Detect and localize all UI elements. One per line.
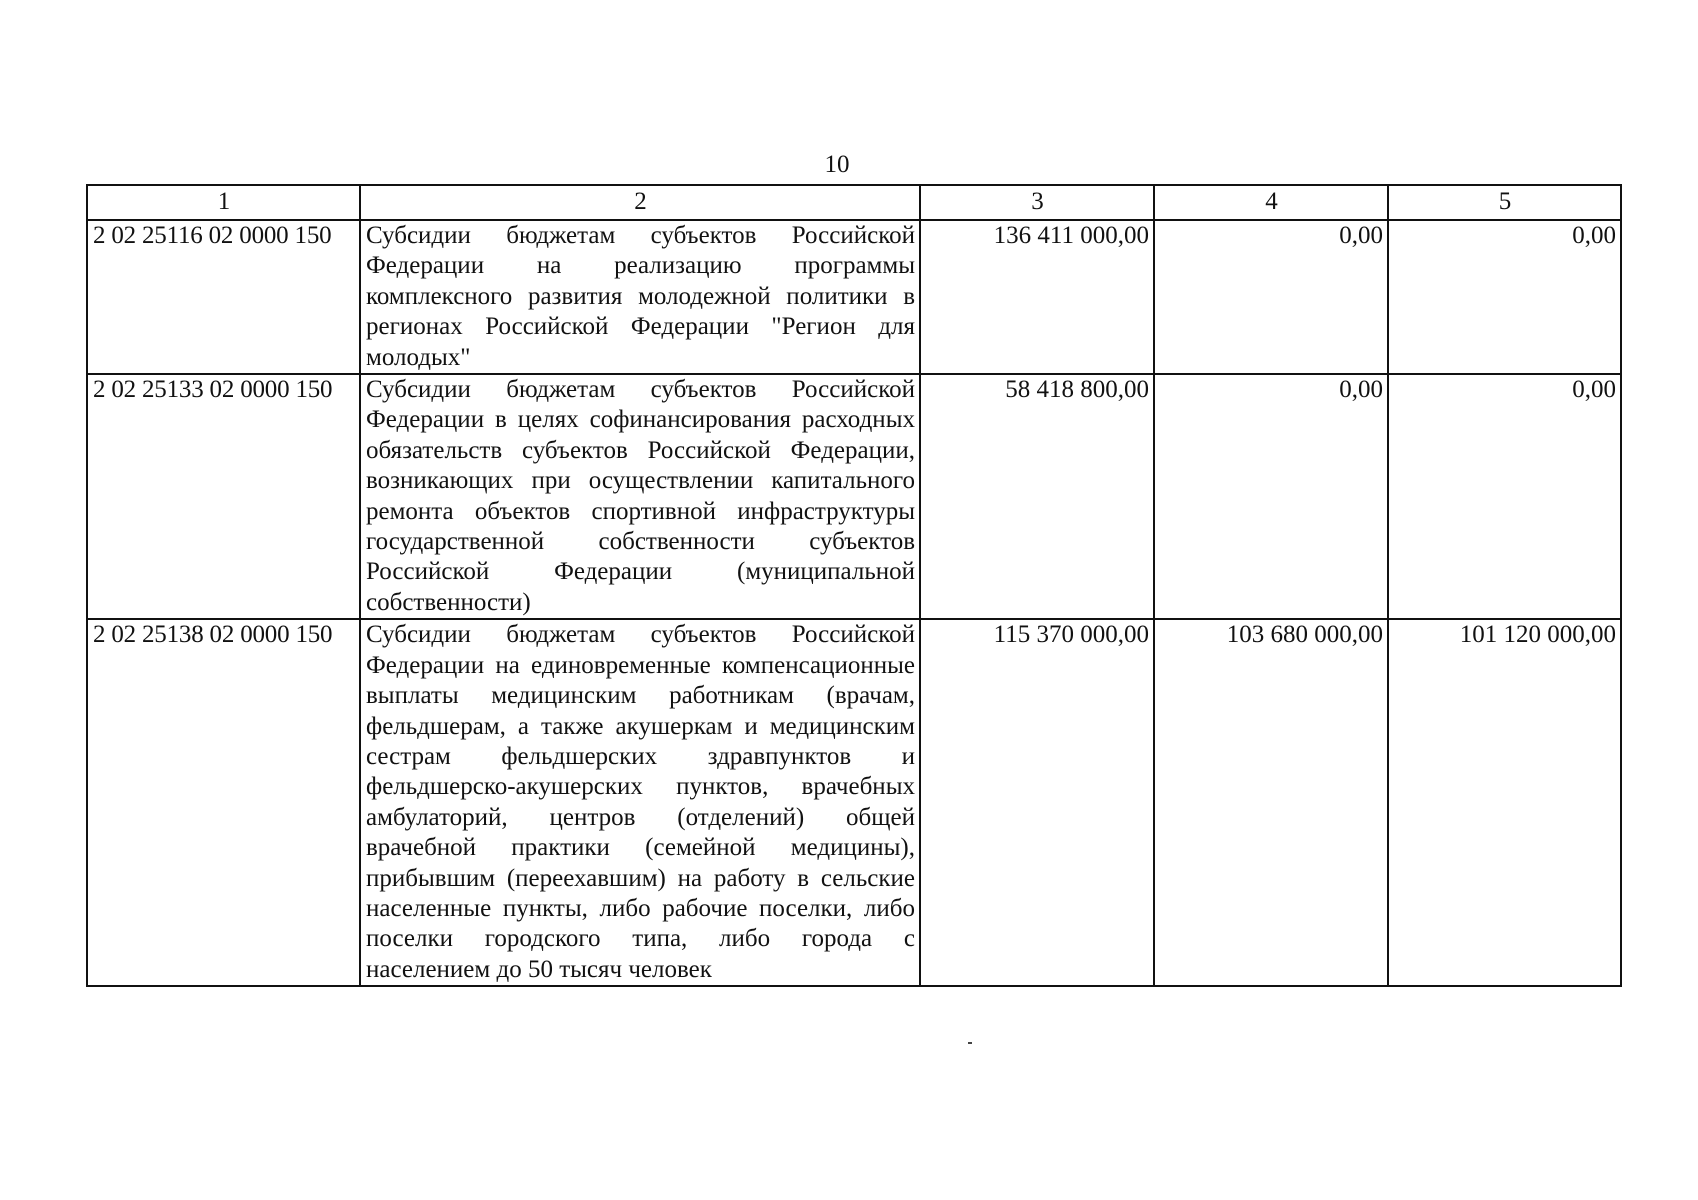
header-row [87,185,1621,220]
header-col-3: 3 [920,185,1154,220]
amount-col-4: 0,00 [1154,220,1388,374]
amount-col-3: 115 370 000,00 [920,619,1154,986]
page-number [0,150,1698,180]
table-header [87,185,1621,220]
income-description: Субсидии бюджетам субъектов Российской Федерации на реализацию программы комплексного развития молодежной политики в регионах Российской Федерации "Регион для молодых" [360,220,920,374]
budget-code: 2 02 25116 02 0000 150 [87,220,360,374]
table-row [87,374,1621,619]
amount-col-3: 136 411 000,00 [920,220,1154,374]
table-row [87,220,1621,374]
amount-col-3: 58 418 800,00 [920,374,1154,619]
header-col-5: 5 [1388,185,1621,220]
page-number-text: 10 [824,151,850,178]
amount-col-4: 0,00 [1154,374,1388,619]
budget-table [86,184,1622,987]
budget-code: 2 02 25133 02 0000 150 [87,374,360,619]
table-body [87,220,1621,986]
header-col-4: 4 [1154,185,1388,220]
header-col-1: 1 [87,185,360,220]
table-row [87,619,1621,986]
amount-col-5: 0,00 [1388,220,1621,374]
income-description: Субсидии бюджетам субъектов Российской Федерации на единовременные компенсационные выплаты медицинским работникам (врачам, фельдшерам, а также акушеркам и медицинским сестрам фельдшерских здравпунктов и фельдшерско-акушерских пунктов, врачебных амбулаторий, центров (отделений) общей врачебной практики (семейной медицины), прибывшим (переехавшим) на работу в сельские населенные пункты, либо рабочие поселки, либо поселки городского типа, либо города с населением до 50 тысяч человек [360,619,920,986]
budget-code: 2 02 25138 02 0000 150 [87,619,360,986]
amount-col-5: 101 120 000,00 [1388,619,1621,986]
header-col-2: 2 [360,185,920,220]
scan-speck [968,1042,972,1044]
amount-col-5: 0,00 [1388,374,1621,619]
amount-col-4: 103 680 000,00 [1154,619,1388,986]
income-description: Субсидии бюджетам субъектов Российской Федерации в целях софинансирования расходных обязательств субъектов Российской Федерации, возникающих при осуществлении капитального ремонта объектов спортивной инфраструктуры государственной собственности субъектов Российской Федерации (муниципальной собственности) [360,374,920,619]
